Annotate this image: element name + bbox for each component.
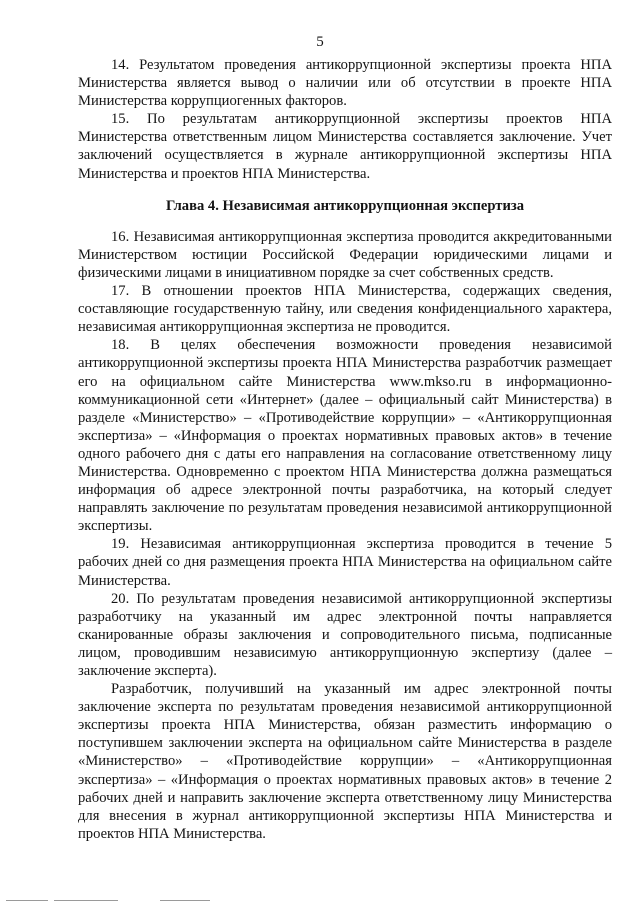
- paragraph-19: 19. Независимая антикоррупционная экспертиза проводится в течение 5 рабочих дней со дня размещения проекта НПА Министерства на официальном сайте Министерства.: [78, 536, 612, 589]
- paragraph-16: 16. Независимая антикоррупционная экспертиза проводится аккредитованными Министерством юстиции Российской Федерации юридическими лицами и физическими лицами в инициативном порядке за счет собственных средств.: [78, 228, 612, 281]
- paragraph-20: 20. По результатам проведения независимой антикоррупционной экспертизы разработчику на указанный им адрес электронной почты направляется сканированные образы заключения и сопроводительного письма, подписанные лицом, проводившим независимую антикоррупционную экспертизу (далее – заключение эксперта).: [78, 590, 612, 679]
- document-body: [78, 56, 612, 843]
- paragraph-17: 17. В отношении проектов НПА Министерства, содержащих сведения, составляющие государственную тайну, или сведения конфиденциального характера, независимая антикоррупционная экспертиза не проводится.: [78, 283, 612, 336]
- paragraph-14: 14. Результатом проведения антикоррупционной экспертизы проекта НПА Министерства является вывод о наличии или об отсутствии в проекте НПА Министерства коррупциогенных факторов.: [78, 57, 612, 110]
- page-number: 5: [316, 34, 324, 50]
- paragraph-20-continued: Разработчик, получивший на указанный им адрес электронной почты заключение эксперта по результатам проведения независимой антикоррупционной экспертизы проекта НПА Министерства, обязан разместить информацию о поступившем заключении эксперта на официальном сайте Министерства в разделе «Министерство» – «Противодействие коррупции» – «Антикоррупционная экспертиза» – «Информация о проектах нормативных правовых актов» в течение 2 рабочих дней и направить заключение эксперта ответственному лицу Министерства для внесения в журнал антикоррупционной экспертизы НПА Министерства и проектов НПА Министерства.: [78, 681, 612, 842]
- scan-edge-marks: [0, 900, 640, 902]
- paragraph-18: 18. В целях обеспечения возможности проведения независимой антикоррупционной экспертизы проекта НПА Министерства разработчик размещает его на официальном сайте Министерства www.mkso.ru в информационно-коммуникационной сети «Интернет» (далее – официальный сайт Министерства) в разделе «Министерство» – «Противодействие коррупции» – «Антикоррупционная экспертиза» – «Информация о проектах нормативных правовых актов» в течение одного рабочего дня с даты его направления на согласование ответственному лицу Министерства. Одновременно с проектом НПА Министерства должна размещаться информация об адресе электронной почты разработчика, на который следует направлять заключение по результатам проведения независимой антикоррупционной экспертизы.: [78, 337, 612, 535]
- paragraph-15: 15. По результатам антикоррупционной экспертизы проектов НПА Министерства ответственным лицом Министерства составляется заключение. Учет заключений осуществляется в журнале антикоррупционной экспертизы НПА Министерства и проектов НПА Министерства.: [78, 111, 612, 182]
- chapter-4-heading: Глава 4. Независимая антикоррупционная экспертиза: [165, 197, 525, 214]
